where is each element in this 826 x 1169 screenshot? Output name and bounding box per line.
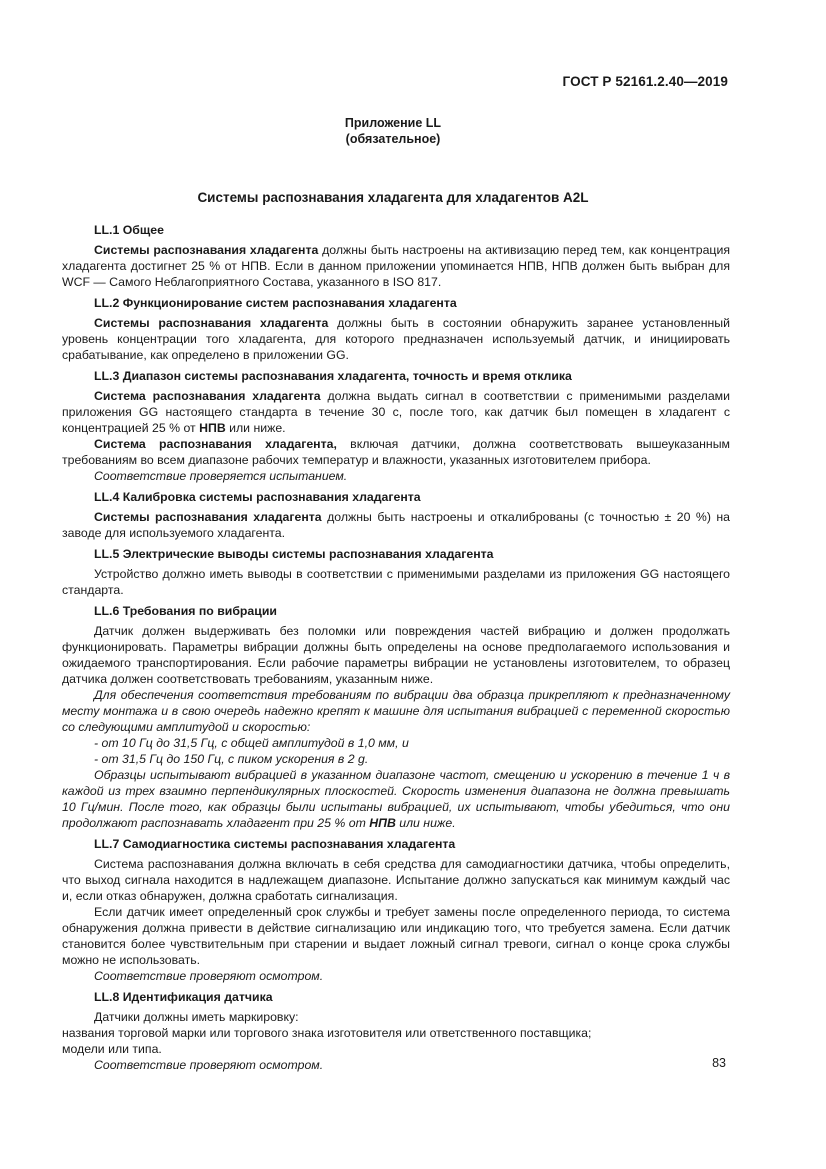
section-heading-ll4: LL.4 Калибровка системы распознавания хладагента	[94, 490, 421, 504]
paragraph: Датчики должны иметь маркировку:	[94, 1010, 299, 1024]
term: Системы распознавания хладагента	[94, 243, 319, 257]
term: Системы распознавания хладагента	[94, 510, 322, 524]
test-procedure: Для обеспечения соответствия требованиям по вибрации два образца прикрепляют к предназначенному месту монтажа и в свою очередь надежно крепят к машине для испытания вибрацией с переменной скоростью со следующими амплитудой и скоростью:	[62, 688, 730, 734]
compliance-note: Соответствие проверяют осмотром.	[94, 969, 324, 983]
section-heading-ll6: LL.6 Требования по вибрации	[94, 604, 277, 618]
standard-number: ГОСТ Р 52161.2.40—2019	[562, 74, 728, 89]
text: должны быть настроены на активизацию перед тем, как концентрация хладагента достигнет 25 % от НПВ. Если в данном приложении упоминается НПВ, НПВ должен быть выбран для WCF — Самого Неблагоприятного Состава, указанного в ISO 817.	[62, 243, 730, 289]
compliance-note: Соответствие проверяется испытанием.	[94, 469, 348, 483]
list-item: - от 10 Гц до 31,5 Гц, с общей амплитудой в 1,0 мм, и	[94, 736, 409, 750]
text: должны быть настроены и откалиброваны (с точностью ± 20 %) на заводе для используемого хладагента.	[62, 510, 730, 540]
annex-title: Приложение LL	[344, 116, 442, 130]
test-procedure	[62, 767, 730, 831]
paragraph	[62, 388, 730, 436]
paragraph	[62, 242, 730, 290]
paragraph: Датчик должен выдерживать без поломки или повреждения частей вибрацию и должен продолжать функционировать. Параметры вибрации должны быть определены на основе предполагаемого использования и ожидаемого транспортирования. Если рабочие параметры вибрации не установлены изготовителем, то образец датчика должен соответствовать требованиям, указанным ниже.	[62, 624, 730, 686]
section-heading-ll8: LL.8 Идентификация датчика	[94, 990, 273, 1004]
paragraph	[62, 436, 730, 468]
annex-header	[0, 115, 786, 147]
paragraph	[62, 509, 730, 541]
section-heading-ll7: LL.7 Самодиагностика системы распознавания хладагента	[94, 837, 456, 851]
main-title: Системы распознавания хладагента для хладагентов A2L	[197, 190, 589, 205]
paragraph: Если датчик имеет определенный срок службы и требует замены после определенного периода, то система обнаружения должна привести в действие сигнализацию или индикацию того, что требуется замена. Если датчик становится более чувствительным при старении и выдает ложный сигнал тревоги, сигнал о конце срока службы можно не использовать.	[62, 905, 730, 967]
term: Система распознавания хладагента,	[94, 437, 337, 451]
list-item: - от 31,5 Гц до 150 Гц, с пиком ускорения в 2 g.	[94, 752, 369, 766]
text: или ниже.	[395, 816, 456, 830]
page-number: 83	[712, 1056, 726, 1070]
section-heading-ll3: LL.3 Диапазон системы распознавания хладагента, точность и время отклика	[94, 369, 572, 383]
section-heading-ll2: LL.2 Функционирование систем распознавания хладагента	[94, 296, 457, 310]
text: должна выдать сигнал в соответствии с применимыми разделами приложения GG настоящего стандарта в течение 30 с, после того, как датчик был помещен в хладагент с концентрацией 25 % от	[62, 389, 730, 435]
text: должны быть в состоянии обнаружить заранее установленный уровень концентрации того хладагента, для которого предназначен используемый датчик, и инициировать срабатывание, как определено в приложении GG.	[62, 316, 730, 362]
paragraph: модели или типа.	[62, 1042, 162, 1056]
term: Системы распознавания хладагента	[94, 316, 329, 330]
term: НПВ	[369, 816, 396, 830]
term: Система распознавания хладагента	[94, 389, 321, 403]
paragraph: Система распознавания должна включать в себя средства для самодиагностики датчика, чтобы определить, что выход сигнала находится в надлежащем диапазоне. Испытание должно запускаться как минимум каждый час и, если отказ обнаружен, должна сработать сигнализация.	[62, 857, 730, 903]
section-heading-ll1: LL.1 Общее	[94, 223, 164, 237]
term: НПВ	[199, 421, 226, 435]
section-heading-ll5: LL.5 Электрические выводы системы распознавания хладагента	[94, 547, 494, 561]
text: включая датчики, должна соответствовать вышеуказанным требованиям во всем диапазоне рабочих температур и влажности, указанных изготовителем прибора.	[62, 437, 730, 467]
paragraph	[62, 315, 730, 363]
compliance-note: Соответствие проверяют осмотром.	[94, 1058, 324, 1072]
paragraph: названия торговой марки или торгового знака изготовителя или ответственного поставщика;	[62, 1026, 592, 1040]
paragraph: Устройство должно иметь выводы в соответствии с применимыми разделами из приложения GG настоящего стандарта.	[62, 567, 730, 597]
text: или ниже.	[225, 421, 286, 435]
text: Образцы испытывают вибрацией в указанном диапазоне частот, смещению и ускорению в течение 1 ч в каждой из трех взаимно перпендикулярных плоскостей. Скорость изменения диапазона не должна превышать 10 Гц/мин. После того, как образцы были испытаны вибрацией, их испытывают, чтобы убедиться, что они продолжают распознавать хладагент при 25 % от	[62, 768, 730, 830]
document-body	[62, 222, 730, 1073]
annex-status: (обязательное)	[345, 132, 441, 146]
